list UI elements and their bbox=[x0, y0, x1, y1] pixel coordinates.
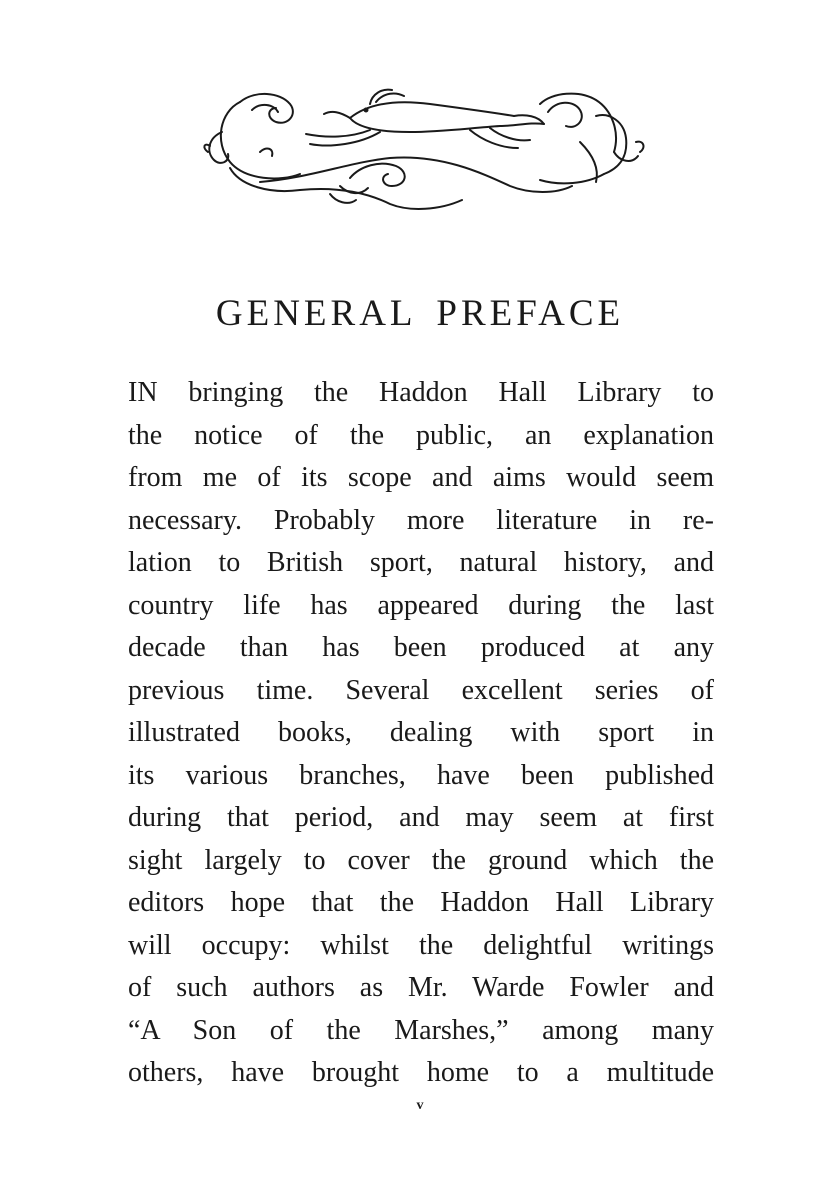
text-line: illustrated books, dealing with sport in bbox=[128, 717, 714, 748]
text-line: of such authors as Mr. Warde Fowler and bbox=[128, 972, 714, 1003]
text-line: the notice of the public, an explanation bbox=[128, 419, 714, 451]
hare-scroll-headpiece-icon bbox=[200, 82, 648, 214]
text-line: sight largely to cover the ground which the bbox=[128, 844, 714, 876]
text-line: editors hope that the Haddon Hall Library bbox=[128, 887, 714, 918]
text-line: previous time. Several excellent series of bbox=[128, 674, 714, 706]
preface-body bbox=[128, 372, 714, 1095]
text-line: “A Son of the Marshes,” among many bbox=[128, 1014, 714, 1046]
text-line: during that period, and may seem at first bbox=[128, 802, 714, 833]
text-line: its various branches, have been published bbox=[128, 759, 714, 791]
text-line: IN bringing the Haddon Hall Library to bbox=[128, 377, 714, 408]
text-line: country life has appeared during the last bbox=[128, 589, 714, 621]
text-line: others, have brought home to a multitude bbox=[128, 1057, 714, 1088]
text-line: will occupy: whilst the delightful writings bbox=[128, 929, 714, 961]
text-line: lation to British sport, natural history, and bbox=[128, 547, 714, 578]
text-line: decade than has been produced at any bbox=[128, 632, 714, 663]
page-number: v bbox=[416, 1098, 424, 1113]
page-title: GENERAL PREFACE bbox=[215, 293, 625, 334]
text-line: necessary. Probably more literature in re- bbox=[128, 504, 714, 536]
text-line: from me of its scope and aims would seem bbox=[128, 462, 714, 493]
